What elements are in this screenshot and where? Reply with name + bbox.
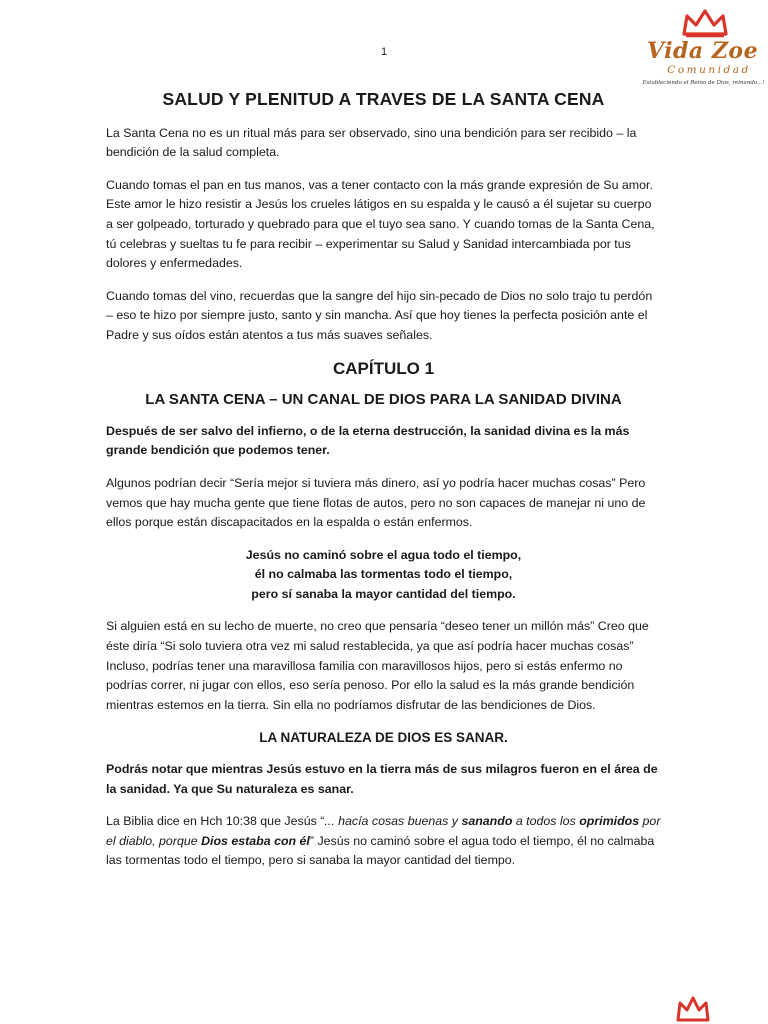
logo-subtitle: Comunidad [667,64,751,76]
quote-line: Jesús no caminó sobre el agua todo el tiempo, [245,547,522,562]
crown-icon [681,8,729,38]
verse-quote: ... hacía cosas buenas y [324,814,462,829]
chapter-heading: CAPÍTULO 1 [332,358,435,378]
footer-crown-icon [676,996,710,1022]
verse-quote-bold: sanando [461,814,513,829]
verse-quote: por el diablo, porque [106,814,661,848]
verse-quote: a todos los [512,814,580,829]
page-number: 1 [380,46,388,58]
quote-line: él no calmaba las tormentas todo el tiempo, [254,567,513,582]
section-lead: Podrás notar que mientras Jesús estuvo en la tierra más de sus milagros fueron en el área de la sanidad. Ya que Su naturaleza es sanar. [106,762,658,796]
intro-paragraph: Cuando tomas el pan en tus manos, vas a tener contacto con la más grande expresión de Su amor. Este amor le hizo resistir a Jesús los crueles látigos en su espalda y le causó a él sujetar su cuerpo a ser golpeado, torturado y quebrado para que el tuyo sea sano. Y cuando tomas de la Santa Cena, tú celebras y sueltas tu fe para recibir – experimentar su Salud y Sanidad intercambiada por tus dolores y enfermedades. [106,177,655,271]
document-title: SALUD Y PLENITUD A TRAVES DE LA SANTA CENA [162,89,605,109]
verse-quote-bold: oprimidos [579,814,640,829]
document-body [106,90,661,884]
section-title: LA NATURALEZA DE DIOS ES SANAR. [259,730,508,746]
verse-prefix: La Biblia dice en Hch 10:38 que Jesús “ [106,814,325,829]
vida-zoe-logo [641,8,766,92]
intro-paragraph: La Santa Cena no es un ritual más para ser observado, sino una bendición para ser recibido – la bendición de la salud completa. [106,125,637,160]
chapter-title: LA SANTA CENA – UN CANAL DE DIOS PARA LA SANIDAD DIVINA [145,391,622,409]
quote-line: pero sí sanaba la mayor cantidad del tiempo. [251,586,516,601]
chapter-paragraph: Si alguien está en su lecho de muerte, no creo que pensaría “deseo tener un millón más” Creo que éste diría “Si solo tuviera otra vez mi salud restablecida, ya que así podría hacer muchas cosas” Incluso, podrías tener una maravillosa familia con maravillosos hijos, pero si estás enfermo no podrías correr, ni jugar con ellos, eso sería penoso. Por ello la salud es la más grande bendición mientras estemos en la tierra. Sin ella no podríamos disfrutar de las bendiciones de Dios. [106,619,649,712]
intro-paragraph: Cuando tomas del vino, recuerdas que la sangre del hijo sin-pecado de Dios no solo trajo tu perdón – eso te hizo por siempre justo, santo y sin mancha. Así que hoy tienes la perfecta posición ante el Padre y sus oídos están atentos a tus más suaves señales. [106,288,653,342]
chapter-lead: Después de ser salvo del infierno, o de la eterna destrucción, la sanidad divina es la más grande bendición que podemos tener. [106,423,630,458]
verse-quote-bold: Dios estaba con él [201,833,310,848]
verse-suffix: ” Jesús no caminó sobre el agua todo el tiempo, él no calmaba las tormentas todo el tiempo, pero si sanaba la mayor cantidad del tiempo. [106,833,655,868]
logo-tagline: Estableciendo el Reino de Dios, reinando...! [642,80,765,86]
quote-block [106,546,661,605]
logo-brand: Vida Zoe [647,38,759,64]
chapter-paragraph: Algunos podrían decir “Sería mejor si tuviera más dinero, así yo podría hacer muchas cosas” Pero vemos que hay mucha gente que tiene flotas de autos, pero no son capaces de manejar ni uno de ellos porque están discapacitados en la espalda o están enfermos. [106,475,646,530]
verse-paragraph [106,812,661,871]
